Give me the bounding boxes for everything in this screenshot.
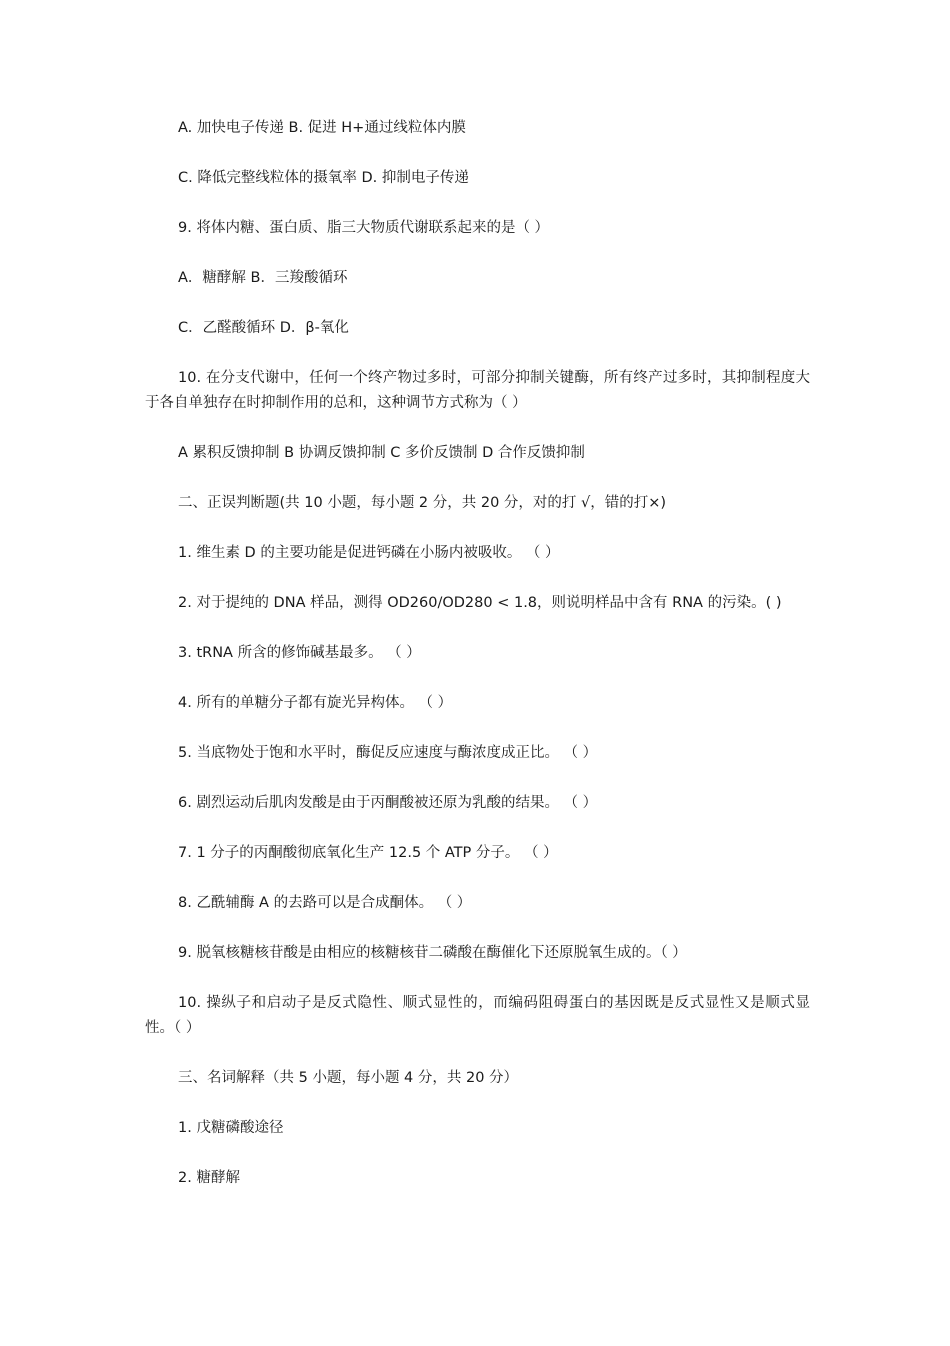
- tf-item-1: 1. 维生素 D 的主要功能是促进钙磷在小肠内被吸收。 （ ）: [178, 545, 560, 561]
- question-9: 9. 将体内糖、蛋白质、脂三大物质代谢联系起来的是（ ）: [178, 220, 550, 236]
- tf-item-7: 7. 1 分子的丙酮酸彻底氧化生产 12.5 个 ATP 分子。 （ ）: [178, 845, 558, 861]
- question-10-options: A 累积反馈抑制 B 协调反馈抑制 C 多价反馈制 D 合作反馈抑制: [178, 445, 585, 461]
- question-10: 10. 在分支代谢中，任何一个终产物过多时，可部分抑制关键酶，所有终产过多时，其抑制程度大于各自单独存在时抑制作用的总和，这种调节方式称为（ ）: [145, 370, 810, 411]
- tf-item-9: 9. 脱氧核糖核苷酸是由相应的核糖核苷二磷酸在酶催化下还原脱氧生成的。（ ）: [178, 945, 687, 961]
- section-heading-definitions: 三、名词解释（共 5 小题，每小题 4 分，共 20 分）: [178, 1070, 519, 1086]
- tf-item-10: 10. 操纵子和启动子是反式隐性、顺式显性的，而编码阻碍蛋白的基因既是反式显性又是顺式显性。（ ）: [145, 995, 810, 1036]
- definition-item-2: 2. 糖酵解: [178, 1170, 240, 1186]
- tf-item-4: 4. 所有的单糖分子都有旋光异构体。 （ ）: [178, 695, 453, 711]
- definition-item-1: 1. 戊糖磷酸途径: [178, 1120, 284, 1136]
- tf-item-3: 3. tRNA 所含的修饰碱基最多。 （ ）: [178, 645, 421, 661]
- question-8-options-cd: C. 降低完整线粒体的摄氧率 D. 抑制电子传递: [178, 170, 469, 186]
- question-9-options-ab: A．糖酵解 B．三羧酸循环: [178, 270, 348, 286]
- tf-item-8: 8. 乙酰辅酶 A 的去路可以是合成酮体。 （ ）: [178, 895, 472, 911]
- section-heading-true-false: 二、正误判断题(共 10 小题，每小题 2 分，共 20 分，对的打 √，错的打×): [178, 495, 667, 511]
- tf-item-5: 5. 当底物处于饱和水平时，酶促反应速度与酶浓度成正比。 （ ）: [178, 745, 598, 761]
- tf-item-6: 6. 剧烈运动后肌肉发酸是由于丙酮酸被还原为乳酸的结果。 （ ）: [178, 795, 598, 811]
- question-8-options-ab: A. 加快电子传递 B. 促进 H+通过线粒体内膜: [178, 120, 466, 136]
- tf-item-2: 2. 对于提纯的 DNA 样品，测得 OD260/OD280 < 1.8，则说明样品中含有 RNA 的污染。( ): [178, 595, 782, 611]
- question-9-options-cd: C．乙醛酸循环 D．β-氧化: [178, 320, 349, 336]
